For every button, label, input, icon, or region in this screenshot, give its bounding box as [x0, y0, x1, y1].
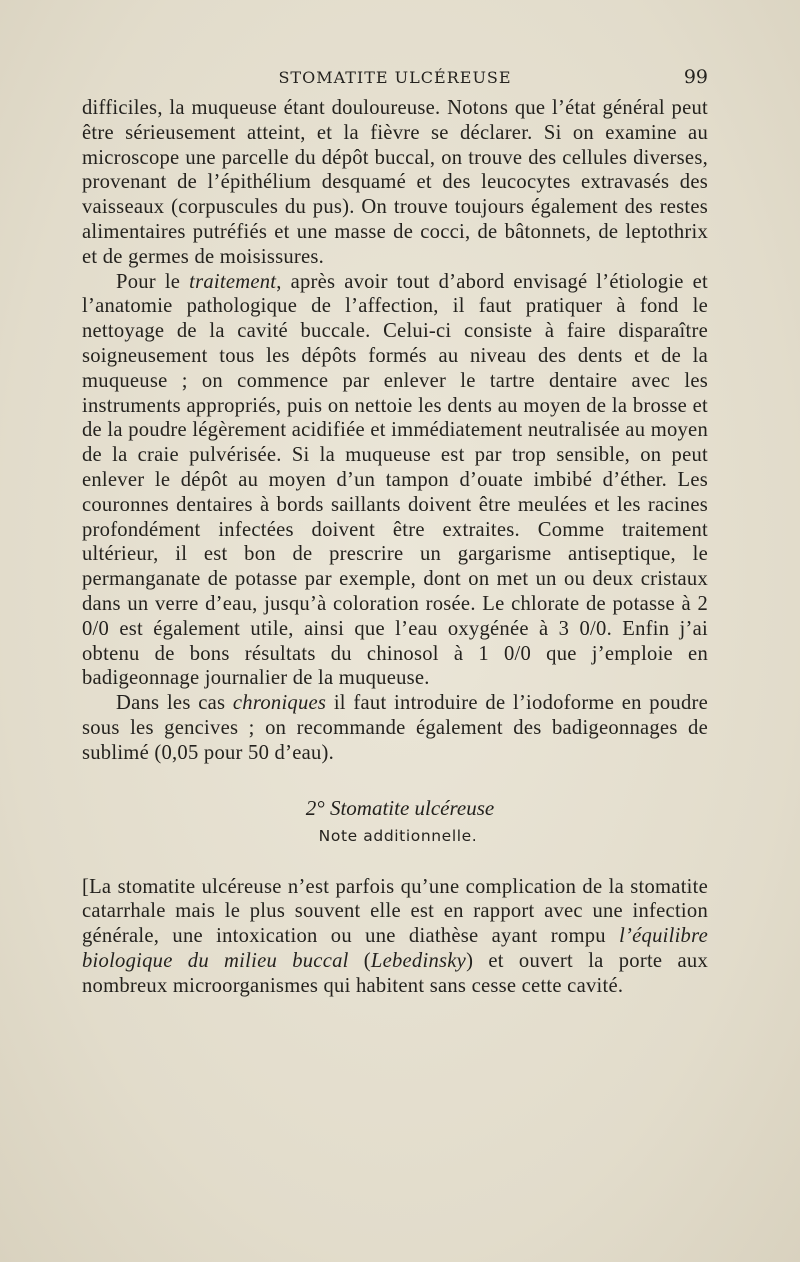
- italic-term-traitement: traitement: [189, 270, 277, 293]
- text-span: [La stomatite ulcéreuse n’est parfois qu’une complication de la stomatite catarrhale mais le plus souvent elle est en rapport avec une infection générale, une intoxication ou une diathèse ayant rompu: [82, 875, 708, 948]
- text-span: Pour le: [116, 270, 190, 293]
- text-span: Dans les cas: [116, 692, 233, 715]
- running-head: [82, 62, 708, 96]
- section-body: [82, 875, 708, 999]
- italic-phrase-equilibre: l’équilibre biologique du milieu buccal: [82, 925, 708, 972]
- section-subheading: Note additionnelle.: [318, 826, 478, 845]
- book-page: [82, 62, 708, 999]
- running-title: STOMATITE ULCÉREUSE: [278, 68, 512, 87]
- body-text: [82, 96, 708, 766]
- paragraph-continuation: difficiles, la muqueuse étant douloureuse. Notons que l’état général peut être sérieusement atteint, et la fièvre se déclarer. Si on examine au microscope une parcelle du dépôt buccal, on trouve des cellules diverses, provenant de l’épithélium desquamé et des leucocytes extravasés des vaisseaux (corpuscules du pus). On trouve toujours également des restes alimentaires putréfiés et une masse de cocci, de bâtonnets, de leptothrix et de germes de moisissures.: [82, 97, 708, 268]
- text-span: (: [348, 949, 371, 972]
- italic-author-name: Lebedinsky: [370, 949, 467, 972]
- text-span: il faut introduire de l’iodoforme en poudre sous les gencives ; on recommande également des badigeonnages de sublimé (0,05 pour 50 d’eau).: [82, 692, 708, 764]
- text-span: ) et ouvert la porte aux nombreux microorganismes qui habitent sans cesse cette cavité.: [82, 949, 708, 997]
- paragraph-chroniques: [82, 691, 708, 765]
- text-span: , après avoir tout d’abord envisagé l’étiologie et l’anatomie pathologique de l’affection, il faut pratiquer à fond le nettoyage de la cavité buccale. Celui-ci consiste à faire disparaître soigneusement tous les dépôts formés au niveau des dents et de la muqueuse ; on commence par enlever le tartre dentaire avec les instruments appropriés, puis on nettoie les dents au moyen de la brosse et de la poudre légèrement acidifiée et immédiatement neutralisée au moyen de la craie pulvérisée. Si la muqueuse est par trop sensible, on peut enlever le dépôt au moyen d’un tampon d’ouate imbibé d’éther. Les couronnes dentaires à bords saillants doivent être meulées et les racines profondément infectées doivent être extraites. Comme traitement ultérieur, il est bon de prescrire un gargarisme antiseptique, le permanganate de potasse par exemple, dont on met un ou deux cristaux dans un verre d’eau, jusqu’à coloration rosée. Le chlorate de potasse à 2 0/0 est également utile, ainsi que l’eau oxygénée à 3 0/0. Enfin j’ai obtenu de bons résultats du chinosol à 1 0/0 que j’emploie en badigeonnage journalier de la muqueuse.: [82, 270, 708, 690]
- paragraph-note: [82, 875, 708, 999]
- page-number: 99: [683, 66, 708, 88]
- section-heading: 2° Stomatite ulcéreuse: [305, 795, 495, 820]
- italic-term-chroniques: chroniques: [232, 692, 327, 715]
- paragraph-traitement: [82, 270, 708, 692]
